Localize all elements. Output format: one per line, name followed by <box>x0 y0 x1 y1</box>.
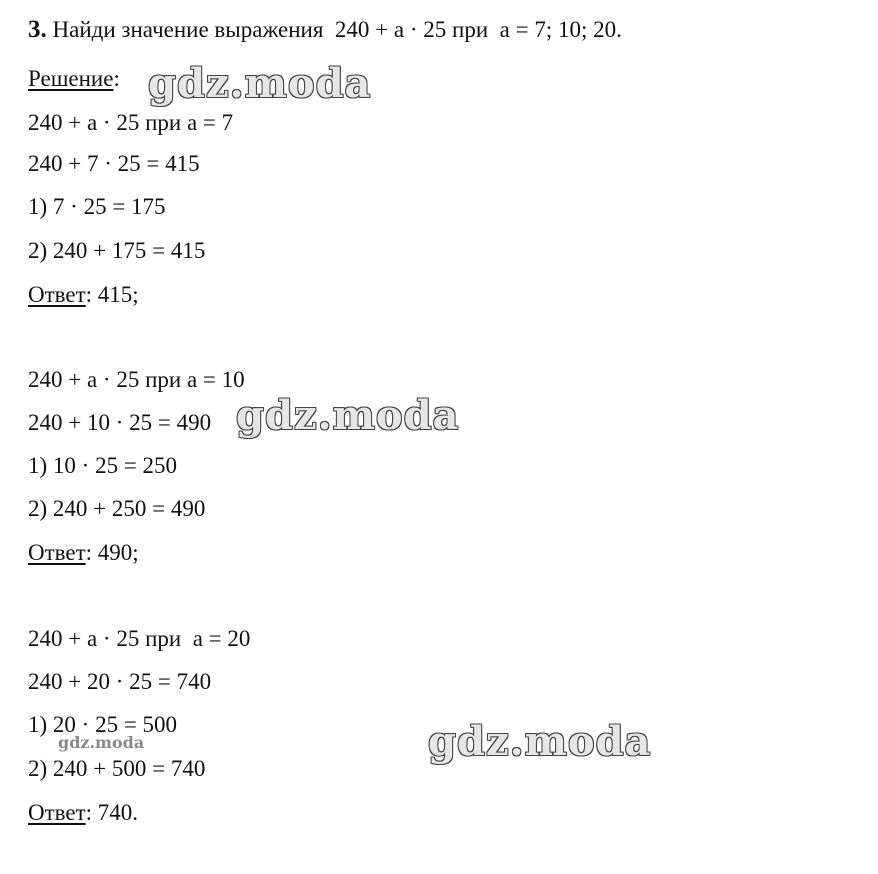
answer-label: Ответ <box>28 540 86 565</box>
case-3-step-2: 2) 240 + 500 = 740 <box>28 756 206 781</box>
case-2-answer-value: : 490; <box>85 540 139 565</box>
case-2-step-1: 1) 10 · 25 = 250 <box>28 453 178 478</box>
watermark-logo: gdz.moda <box>236 392 460 439</box>
watermark-logo: gdz.moda <box>148 60 372 107</box>
case-3-answer-value: : 740. <box>85 800 139 825</box>
case-1-expression: 240 + a · 25 при a = 7 <box>28 110 234 135</box>
watermark-logo: gdz.moda <box>428 718 652 765</box>
answer-label: Ответ <box>28 282 86 307</box>
case-2-substitution: 240 + 10 · 25 = 490 <box>28 410 212 435</box>
case-2-answer <box>28 540 139 566</box>
solution-label: Решение <box>28 66 114 91</box>
case-3-step-1: 1) 20 · 25 = 500 <box>28 712 178 737</box>
case-2-expression: 240 + a · 25 при a = 10 <box>28 367 245 392</box>
case-2-step-2: 2) 240 + 250 = 490 <box>28 496 206 521</box>
case-1-step-1: 1) 7 · 25 = 175 <box>28 194 166 219</box>
case-1-answer <box>28 282 139 308</box>
answer-label: Ответ <box>28 800 86 825</box>
case-3-substitution: 240 + 20 · 25 = 740 <box>28 669 212 694</box>
watermark-logo-small: gdz.moda <box>58 733 145 752</box>
task-heading <box>28 17 622 43</box>
case-1-answer-value: : 415; <box>85 282 139 307</box>
case-3-expression: 240 + a · 25 при a = 20 <box>28 626 251 651</box>
task-text: Найди значение выражения 240 + a · 25 при a = 7; 10; 20. <box>52 17 622 42</box>
case-3-answer <box>28 800 138 826</box>
case-1-step-2: 2) 240 + 175 = 415 <box>28 238 206 263</box>
task-number: 3. <box>28 16 47 43</box>
case-1-substitution: 240 + 7 · 25 = 415 <box>28 151 200 176</box>
solution-heading: Решение: <box>28 66 120 91</box>
